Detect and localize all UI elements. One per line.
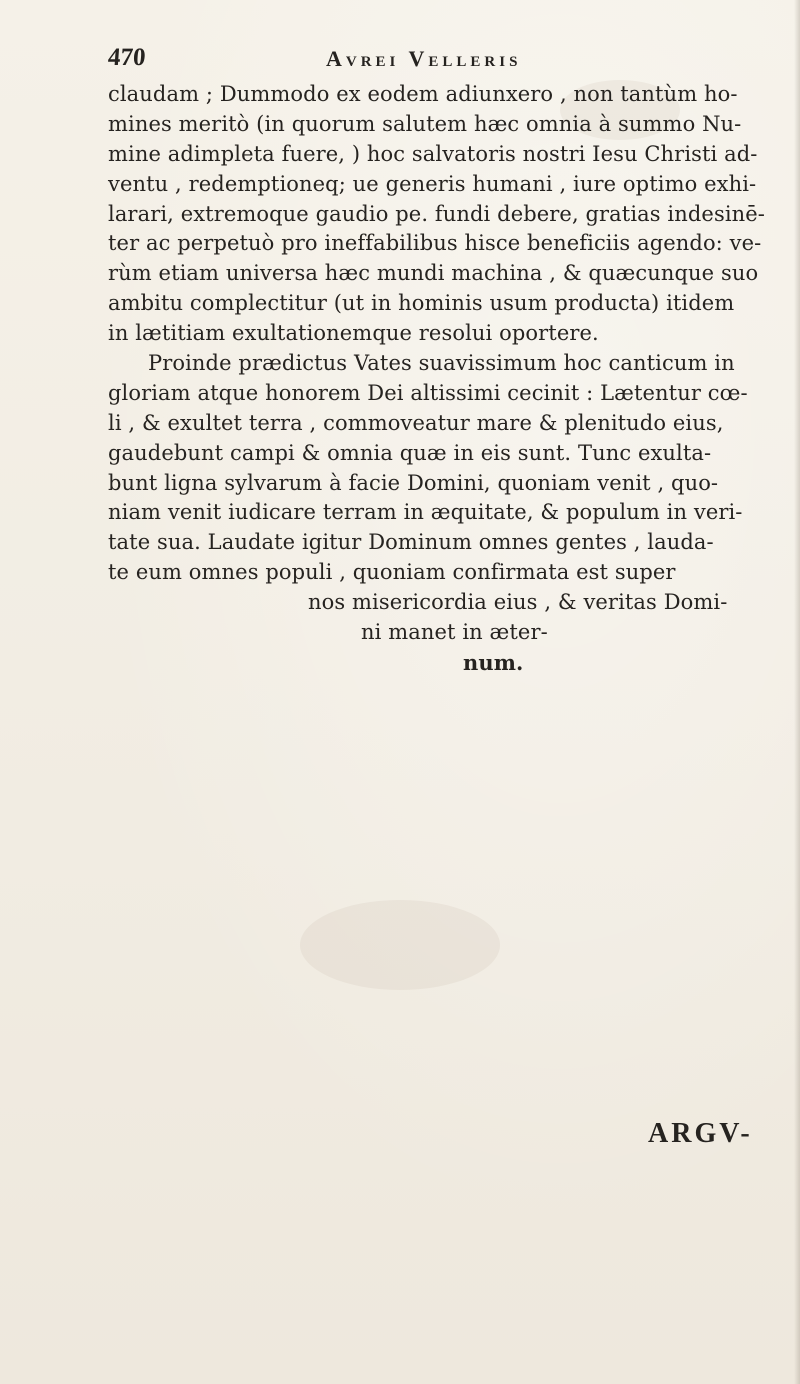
text-line: ter ac perpetuò pro ineffabilibus hisce beneficiis agendo: ve- <box>108 231 762 256</box>
text-line: gloriam atque honorem Dei altissimi cecinit : Lætentur cœ- <box>108 380 748 405</box>
running-head <box>108 44 608 84</box>
catchword: ARGV- <box>648 1118 753 1149</box>
tapered-text-line: ni manet in æter- <box>361 620 548 645</box>
text-line: niam venit iudicare terram in æquitate, & populum in veri- <box>108 500 743 525</box>
text-line: mine adimpleta fuere, ) hoc salvatoris nostri Iesu Christi ad- <box>108 141 758 166</box>
text-line: ambitu complectitur (ut in hominis usum producta) itidem <box>108 291 735 316</box>
text-line: larari, extremoque gaudio pe. fundi debere, gratias indesinē- <box>108 201 765 226</box>
tapered-text-line: nos misericordia eius , & veritas Domi- <box>308 590 728 615</box>
tapered-text-line: num. <box>463 649 524 675</box>
text-line: te eum omnes populi , quoniam confirmata est super <box>108 560 676 585</box>
text-line: claudam ; Dummodo ex eodem adiunxero , non tantùm ho- <box>108 82 738 106</box>
text-line: ventu , redemptioneq; ue generis humani , iure optimo exhi- <box>108 171 757 196</box>
text-line: bunt ligna sylvarum à facie Domini, quoniam venit , quo- <box>108 470 719 495</box>
text-line: mines meritò (in quorum salutem hæc omnia à summo Nu- <box>108 111 742 136</box>
text-line: gaudebunt campi & omnia quæ in eis sunt. Tunc exulta- <box>108 440 712 465</box>
text-line: tate sua. Laudate igitur Dominum omnes gentes , lauda- <box>108 530 714 555</box>
text-line: in lætitiam exultationemque resolui oportere. <box>108 321 599 346</box>
paragraph-start-line: Proinde prædictus Vates suavissimum hoc canticum in <box>148 351 735 376</box>
text-line: rùm etiam universa hæc mundi machina , & quæcunque suo <box>108 261 759 286</box>
page-number: 470 <box>107 44 147 71</box>
body-text <box>108 80 798 678</box>
text-line: li , & exultet terra , commoveatur mare & plenitudo eius, <box>108 410 724 435</box>
paper-stain <box>300 900 500 990</box>
running-title: Avrei Velleris <box>326 46 522 71</box>
